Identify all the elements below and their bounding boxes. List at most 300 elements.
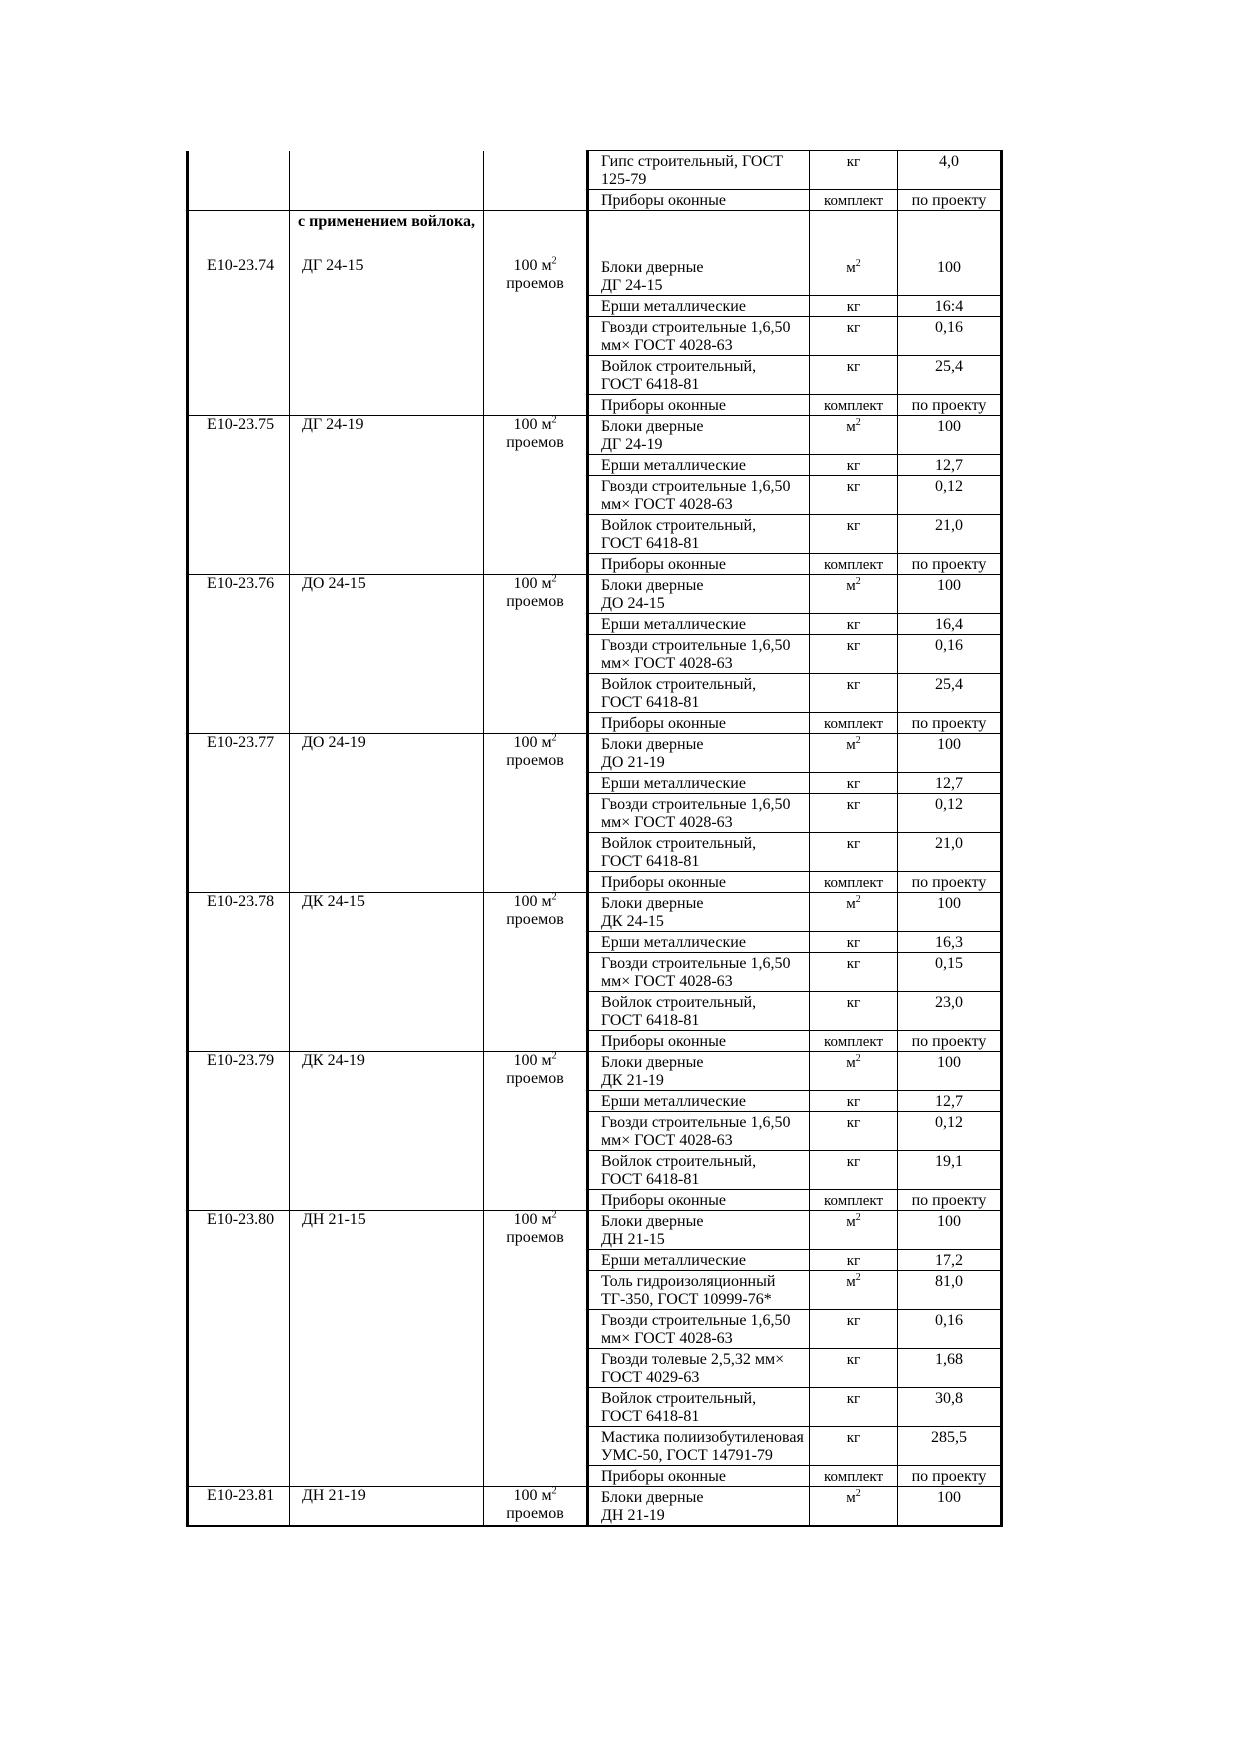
material-name	[588, 773, 810, 794]
material-name	[588, 190, 810, 211]
material-name-line: Ерши металлические	[601, 775, 746, 792]
material-name-line: мм× ГОСТ 4028-63	[601, 655, 733, 672]
item-unit-text: проемов	[506, 593, 564, 610]
material-unit	[810, 734, 898, 773]
material-name-line: Блоки дверные	[601, 1213, 704, 1230]
material-name-line: ГОСТ 6418-81	[601, 1408, 700, 1425]
item-unit-text: проемов	[506, 911, 564, 928]
material-unit-text: комплект	[823, 875, 884, 891]
unit-superscript: 2	[855, 1488, 861, 1499]
unit-superscript: 2	[551, 1050, 557, 1062]
item-unit	[484, 1052, 588, 1211]
unit-superscript: 2	[551, 732, 557, 744]
norms-table	[186, 150, 1003, 1527]
material-name-line: Блоки дверные	[601, 895, 704, 912]
material-value: 12,7	[898, 1091, 1002, 1112]
unit-superscript: 2	[855, 735, 861, 746]
table-row	[188, 893, 1002, 932]
material-name	[588, 992, 810, 1031]
item-name: ДО 24-19	[290, 734, 484, 893]
material-name-line: Войлок строительный,	[601, 835, 757, 852]
material-name	[588, 257, 810, 296]
material-unit	[810, 515, 898, 554]
material-unit-text: кг	[846, 836, 861, 852]
material-value: 4,0	[898, 151, 1002, 190]
material-unit-text: кг	[846, 1115, 861, 1131]
material-value: 17,2	[898, 1250, 1002, 1271]
material-unit-text: кг	[846, 956, 861, 972]
table-row	[188, 734, 1002, 773]
material-name-line: Гвозди строительные 1,6,50	[601, 796, 791, 813]
item-unit-text: 100 м	[513, 893, 552, 910]
material-name-line: Приборы оконные	[601, 715, 726, 732]
material-unit-text: кг	[846, 1352, 861, 1368]
section-title: с применением войлока,	[290, 211, 484, 258]
material-value: по проекту	[898, 190, 1002, 211]
material-value: 81,0	[898, 1271, 1002, 1310]
material-name	[588, 713, 810, 734]
material-unit	[810, 1091, 898, 1112]
material-unit	[810, 1112, 898, 1151]
material-unit	[810, 1250, 898, 1271]
material-name	[588, 554, 810, 575]
unit-superscript: 2	[855, 1212, 861, 1223]
material-name	[588, 395, 810, 416]
material-name	[588, 893, 810, 932]
material-unit	[810, 635, 898, 674]
material-unit-text: кг	[846, 1154, 861, 1170]
material-unit-text: комплект	[823, 398, 884, 414]
material-unit	[810, 296, 898, 317]
material-name	[588, 575, 810, 614]
item-name: ДК 24-19	[290, 1052, 484, 1211]
material-name	[588, 635, 810, 674]
material-unit-text: комплект	[823, 1034, 884, 1050]
material-value: 100	[898, 1052, 1002, 1091]
material-name-line: Толь гидроизоляционный	[601, 1273, 776, 1290]
material-name-line: Гвозди толевые 2,5,32 мм×	[601, 1351, 785, 1368]
material-name-line: Приборы оконные	[601, 192, 726, 209]
material-unit	[810, 1310, 898, 1349]
material-name-line: Блоки дверные	[601, 418, 704, 435]
item-code: Е10-23.79	[188, 1052, 290, 1211]
material-name	[588, 1349, 810, 1388]
item-unit-text: 100 м	[513, 734, 552, 751]
item-code: Е10-23.75	[188, 416, 290, 575]
material-name	[588, 151, 810, 190]
unit-superscript: 2	[551, 414, 557, 426]
material-unit-text: м	[846, 1274, 856, 1290]
material-unit	[810, 1271, 898, 1310]
item-unit-text: проемов	[506, 434, 564, 451]
material-value: 30,8	[898, 1388, 1002, 1427]
material-value: 1,68	[898, 1349, 1002, 1388]
material-name-line: ГОСТ 6418-81	[601, 535, 700, 552]
item-unit	[484, 1487, 588, 1527]
material-unit-text: кг	[846, 1391, 861, 1407]
material-unit	[810, 833, 898, 872]
empty-cell	[188, 151, 290, 211]
material-value: 100	[898, 257, 1002, 296]
material-unit-text: комплект	[823, 193, 884, 209]
material-value: 21,0	[898, 515, 1002, 554]
table-row	[188, 1052, 1002, 1091]
material-value: 16,4	[898, 614, 1002, 635]
material-name-line: ДГ 24-19	[601, 436, 663, 453]
material-unit	[810, 1349, 898, 1388]
material-name	[588, 1310, 810, 1349]
item-unit	[484, 893, 588, 1052]
item-unit-text: 100 м	[513, 1487, 552, 1504]
item-unit-text: проемов	[506, 1229, 564, 1246]
material-name-line: Приборы оконные	[601, 1468, 726, 1485]
material-name	[588, 1427, 810, 1466]
material-value: 0,12	[898, 1112, 1002, 1151]
material-unit	[810, 575, 898, 614]
unit-superscript: 2	[855, 894, 861, 905]
empty-cell	[484, 151, 588, 211]
table-row	[188, 257, 1002, 296]
material-name-line: Войлок строительный,	[601, 358, 757, 375]
unit-superscript: 2	[551, 891, 557, 903]
material-unit	[810, 773, 898, 794]
material-unit-text: кг	[846, 776, 861, 792]
material-name-line: ГОСТ 6418-81	[601, 1171, 700, 1188]
material-unit	[810, 674, 898, 713]
item-unit-text: 100 м	[513, 1052, 552, 1069]
material-name-line: мм× ГОСТ 4028-63	[601, 496, 733, 513]
material-unit-text: м	[846, 1055, 856, 1071]
material-name	[588, 1151, 810, 1190]
material-unit-text: кг	[846, 1253, 861, 1269]
item-unit-text: проемов	[506, 752, 564, 769]
material-name	[588, 1487, 810, 1527]
material-unit-text: кг	[846, 299, 861, 315]
material-name-line: Гвозди строительные 1,6,50	[601, 637, 791, 654]
item-code: Е10-23.76	[188, 575, 290, 734]
material-unit-text: м	[846, 1214, 856, 1230]
material-name-line: Гипс строительный, ГОСТ 125-79	[601, 153, 784, 188]
material-unit	[810, 1031, 898, 1052]
material-name	[588, 1271, 810, 1310]
material-unit	[810, 713, 898, 734]
material-value: 100	[898, 734, 1002, 773]
material-name-line: Приборы оконные	[601, 1192, 726, 1209]
section-heading-row	[188, 211, 1002, 258]
material-name-line: Блоки дверные	[601, 1054, 704, 1071]
material-value: 0,15	[898, 953, 1002, 992]
empty-cell	[810, 211, 898, 258]
material-unit-text: кг	[846, 1313, 861, 1329]
material-name-line: ДО 24-15	[601, 595, 665, 612]
item-code: Е10-23.81	[188, 1487, 290, 1527]
empty-cell	[898, 211, 1002, 258]
material-name	[588, 833, 810, 872]
empty-cell	[484, 211, 588, 258]
material-value: по проекту	[898, 1466, 1002, 1487]
material-unit	[810, 554, 898, 575]
material-name-line: ДН 21-19	[601, 1507, 665, 1524]
material-name-line: ТГ-350, ГОСТ 10999-76*	[601, 1291, 772, 1308]
item-unit-text: проемов	[506, 1505, 564, 1522]
material-value: 100	[898, 416, 1002, 455]
material-value: 100	[898, 575, 1002, 614]
material-unit-text: кг	[846, 1094, 861, 1110]
material-unit	[810, 614, 898, 635]
material-name-line: мм× ГОСТ 4028-63	[601, 1330, 733, 1347]
item-unit-text: 100 м	[513, 1211, 552, 1228]
material-value: 12,7	[898, 773, 1002, 794]
item-unit-text: 100 м	[513, 575, 552, 592]
unit-superscript: 2	[855, 417, 861, 428]
material-name	[588, 614, 810, 635]
material-name-line: Блоки дверные	[601, 577, 704, 594]
material-unit-text: кг	[846, 518, 861, 534]
material-name-line: Приборы оконные	[601, 556, 726, 573]
material-unit	[810, 416, 898, 455]
material-unit	[810, 395, 898, 416]
item-name: ДО 24-15	[290, 575, 484, 734]
material-name	[588, 296, 810, 317]
material-name-line: мм× ГОСТ 4028-63	[601, 973, 733, 990]
item-name: ДГ 24-19	[290, 416, 484, 575]
material-name	[588, 1091, 810, 1112]
material-value: 100	[898, 1211, 1002, 1250]
material-name	[588, 1388, 810, 1427]
material-unit	[810, 1466, 898, 1487]
material-name-line: Ерши металлические	[601, 616, 746, 633]
table-row	[188, 1487, 1002, 1527]
material-name-line: Приборы оконные	[601, 1033, 726, 1050]
material-unit-text: кг	[846, 797, 861, 813]
material-value: 25,4	[898, 356, 1002, 395]
material-unit-text: комплект	[823, 716, 884, 732]
empty-cell	[290, 151, 484, 211]
material-unit	[810, 1211, 898, 1250]
material-name	[588, 317, 810, 356]
material-unit	[810, 257, 898, 296]
material-name	[588, 515, 810, 554]
unit-superscript: 2	[855, 1053, 861, 1064]
material-unit	[810, 1427, 898, 1466]
material-value: 285,5	[898, 1427, 1002, 1466]
material-name-line: ГОСТ 6418-81	[601, 694, 700, 711]
material-value: 0,12	[898, 476, 1002, 515]
material-name-line: Гвозди строительные 1,6,50	[601, 955, 791, 972]
material-name-line: Войлок строительный,	[601, 1390, 757, 1407]
unit-superscript: 2	[551, 573, 557, 585]
material-name-line: ДО 21-19	[601, 754, 665, 771]
material-value: по проекту	[898, 872, 1002, 893]
material-unit-text: комплект	[823, 1469, 884, 1485]
item-name: ДК 24-15	[290, 893, 484, 1052]
material-unit-text: кг	[846, 154, 861, 170]
unit-superscript: 2	[551, 1485, 557, 1497]
item-code: Е10-23.78	[188, 893, 290, 1052]
material-name-line: ДК 24-15	[601, 913, 664, 930]
material-unit-text: кг	[846, 1430, 861, 1446]
material-name	[588, 455, 810, 476]
material-name-line: Блоки дверные	[601, 259, 704, 276]
material-value: 0,16	[898, 635, 1002, 674]
material-value: 23,0	[898, 992, 1002, 1031]
material-name-line: ДГ 24-15	[601, 277, 663, 294]
material-unit-text: м	[846, 260, 856, 276]
material-value: 100	[898, 893, 1002, 932]
material-unit	[810, 794, 898, 833]
item-code: Е10-23.80	[188, 1211, 290, 1487]
material-name-line: Приборы оконные	[601, 397, 726, 414]
material-name-line: ГОСТ 4029-63	[601, 1369, 700, 1386]
material-name	[588, 1031, 810, 1052]
material-unit-text: кг	[846, 935, 861, 951]
material-value: по проекту	[898, 713, 1002, 734]
material-name	[588, 1211, 810, 1250]
material-value: 21,0	[898, 833, 1002, 872]
item-unit-text: 100 м	[513, 257, 552, 274]
material-name-line: Войлок строительный,	[601, 676, 757, 693]
material-name	[588, 1190, 810, 1211]
material-unit-text: м	[846, 896, 856, 912]
material-name-line: Гвозди строительные 1,6,50	[601, 1312, 791, 1329]
item-name: ДГ 24-15	[290, 257, 484, 416]
material-value: 16,3	[898, 932, 1002, 953]
unit-superscript: 2	[855, 1272, 861, 1283]
material-unit-text: м	[846, 578, 856, 594]
material-name-line: ГОСТ 6418-81	[601, 376, 700, 393]
material-unit	[810, 953, 898, 992]
material-name-line: мм× ГОСТ 4028-63	[601, 1132, 733, 1149]
material-unit-text: кг	[846, 638, 861, 654]
material-name	[588, 1112, 810, 1151]
material-value: 0,16	[898, 1310, 1002, 1349]
material-unit	[810, 872, 898, 893]
material-unit	[810, 476, 898, 515]
material-value: по проекту	[898, 1031, 1002, 1052]
material-value: 25,4	[898, 674, 1002, 713]
material-name	[588, 1250, 810, 1271]
material-name-line: ДК 21-19	[601, 1072, 664, 1089]
material-name-line: Блоки дверные	[601, 736, 704, 753]
material-name-line: Ерши металлические	[601, 298, 746, 315]
material-name-line: Войлок строительный,	[601, 517, 757, 534]
material-name-line: Ерши металлические	[601, 1093, 746, 1110]
item-name: ДН 21-15	[290, 1211, 484, 1487]
material-unit-text: м	[846, 737, 856, 753]
material-name-line: Приборы оконные	[601, 874, 726, 891]
item-unit	[484, 575, 588, 734]
unit-superscript: 2	[855, 258, 861, 269]
material-value: 0,16	[898, 317, 1002, 356]
material-value: по проекту	[898, 395, 1002, 416]
material-value: по проекту	[898, 1190, 1002, 1211]
material-name	[588, 1052, 810, 1091]
table-row	[188, 1211, 1002, 1250]
table-row	[188, 151, 1002, 190]
material-unit	[810, 190, 898, 211]
material-unit	[810, 893, 898, 932]
material-value: 100	[898, 1487, 1002, 1527]
item-unit-text: проемов	[506, 1070, 564, 1087]
material-name-line: мм× ГОСТ 4028-63	[601, 337, 733, 354]
material-name-line: Мастика полиизобутиленовая УМС-50, ГОСТ 14791-79	[601, 1429, 804, 1464]
material-name-line: Ерши металлические	[601, 1252, 746, 1269]
material-value: 16:4	[898, 296, 1002, 317]
item-code: Е10-23.74	[188, 257, 290, 416]
material-name	[588, 734, 810, 773]
material-unit	[810, 1190, 898, 1211]
material-name	[588, 932, 810, 953]
material-name-line: Войлок строительный,	[601, 1153, 757, 1170]
material-name-line: ДН 21-15	[601, 1231, 665, 1248]
material-name-line: Ерши металлические	[601, 934, 746, 951]
material-unit	[810, 1151, 898, 1190]
material-name-line: Гвозди строительные 1,6,50	[601, 478, 791, 495]
material-unit-text: кг	[846, 995, 861, 1011]
material-value: 0,12	[898, 794, 1002, 833]
material-unit-text: кг	[846, 320, 861, 336]
unit-superscript: 2	[551, 1209, 557, 1221]
material-unit	[810, 317, 898, 356]
material-unit-text: комплект	[823, 557, 884, 573]
material-name	[588, 674, 810, 713]
material-value: по проекту	[898, 554, 1002, 575]
material-value: 12,7	[898, 455, 1002, 476]
material-unit	[810, 1388, 898, 1427]
material-unit-text: комплект	[823, 1193, 884, 1209]
item-unit-text: проемов	[506, 275, 564, 292]
material-unit	[810, 356, 898, 395]
material-name	[588, 794, 810, 833]
material-name	[588, 953, 810, 992]
material-unit-text: кг	[846, 359, 861, 375]
material-unit-text: м	[846, 1490, 856, 1506]
unit-superscript: 2	[551, 255, 557, 267]
item-code: Е10-23.77	[188, 734, 290, 893]
material-name-line: Ерши металлические	[601, 457, 746, 474]
material-name	[588, 872, 810, 893]
material-name-line: Войлок строительный,	[601, 994, 757, 1011]
material-name-line: Блоки дверные	[601, 1489, 704, 1506]
item-unit-text: 100 м	[513, 416, 552, 433]
material-unit-text: кг	[846, 617, 861, 633]
item-unit	[484, 1211, 588, 1487]
material-unit	[810, 932, 898, 953]
material-unit-text: кг	[846, 458, 861, 474]
material-name-line: ГОСТ 6418-81	[601, 1012, 700, 1029]
material-name	[588, 476, 810, 515]
material-unit	[810, 992, 898, 1031]
material-name-line: ГОСТ 6418-81	[601, 853, 700, 870]
material-value: 19,1	[898, 1151, 1002, 1190]
empty-cell	[588, 211, 810, 258]
material-unit-text: м	[846, 419, 856, 435]
material-unit	[810, 1487, 898, 1527]
material-name	[588, 416, 810, 455]
item-unit	[484, 257, 588, 416]
material-name-line: Гвозди строительные 1,6,50	[601, 319, 791, 336]
material-unit	[810, 1052, 898, 1091]
item-name: ДН 21-19	[290, 1487, 484, 1527]
empty-cell	[188, 211, 290, 258]
unit-superscript: 2	[855, 576, 861, 587]
material-name	[588, 1466, 810, 1487]
item-unit	[484, 734, 588, 893]
material-unit-text: кг	[846, 677, 861, 693]
material-name-line: Гвозди строительные 1,6,50	[601, 1114, 791, 1131]
material-name-line: мм× ГОСТ 4028-63	[601, 814, 733, 831]
material-unit-text: кг	[846, 479, 861, 495]
